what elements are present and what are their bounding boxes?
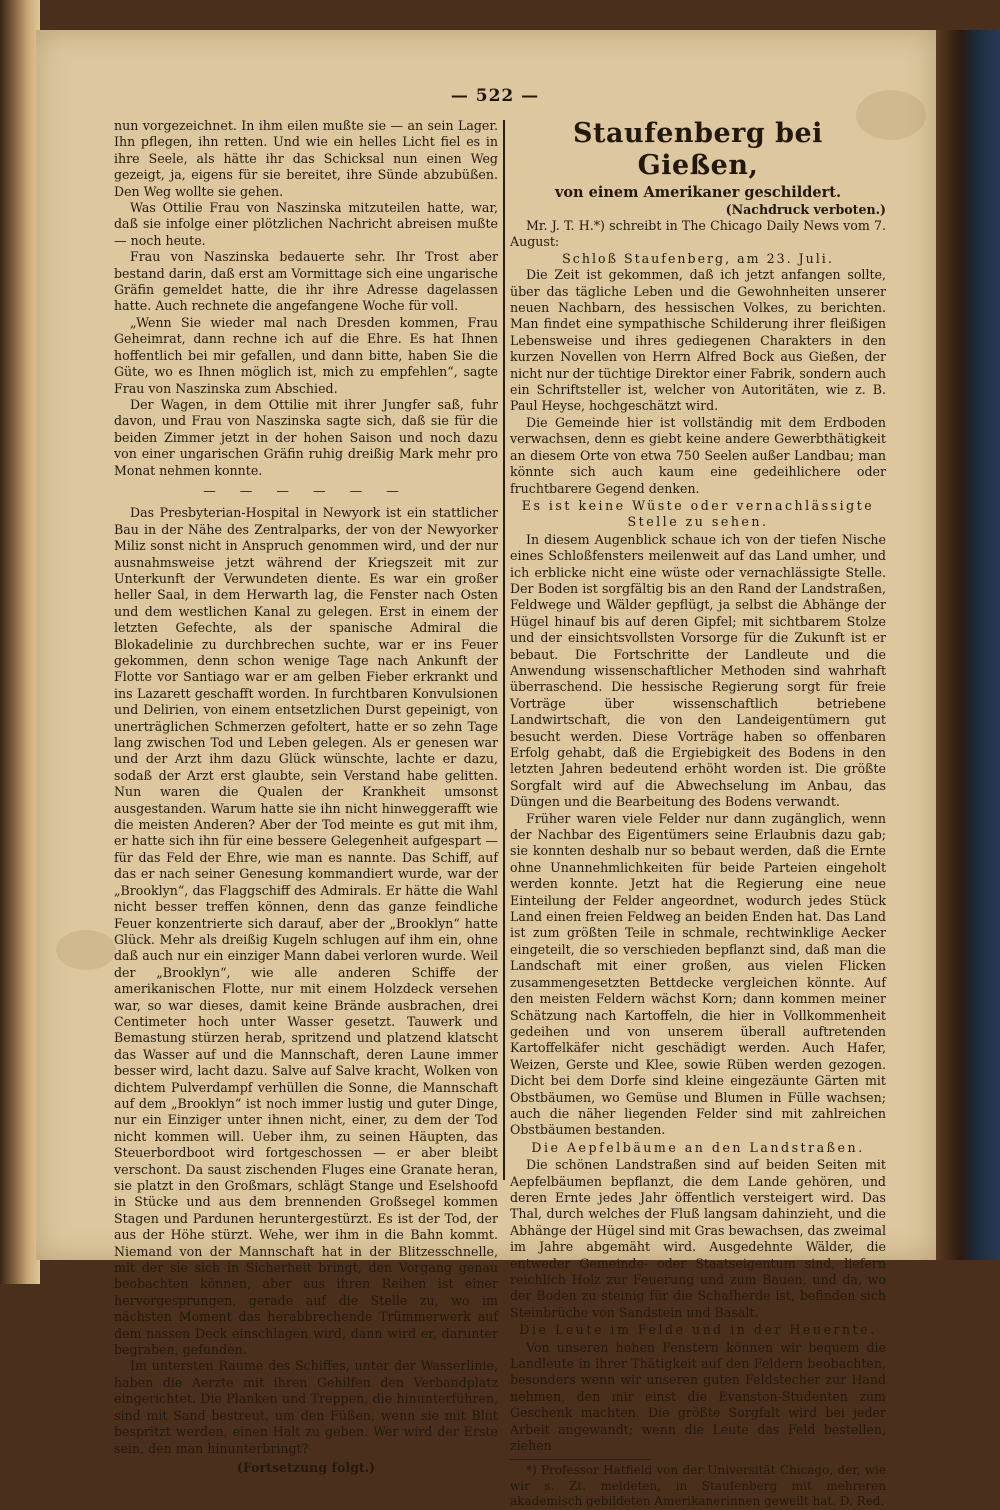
section-separator: — — — — — — — [203, 482, 409, 498]
article-headline: Staufenberg bei Gießen, — [573, 118, 823, 181]
book-binding-edge — [936, 30, 1000, 1260]
paragraph: Frau von Naszinska bedauerte sehr. Ihr Trost aber bestand darin, daß erst am Vormittage sich eine ungarische Gräfin gemeldet hatte, die ihr ihre Adresse dagelassen hatte. Auch rechnete die angefangene Woche für voll. — [114, 249, 498, 314]
section-subhead: Die Leute im Felde und in der Heuernte. — [519, 1322, 877, 1338]
section-subhead: Es ist keine Wüste oder vernachlässigte Stelle zu sehen. — [521, 497, 875, 530]
paragraph: Von unseren hohen Fenstern können wir bequem die Landleute in ihrer Thätigkeit auf den Feldern beobachten, besonders wenn wir unseren guten Feldstecher zur Hand nehmen, den mir einst die Evanston-Studenten zum Geschenk machten. Die größte Sorgfalt wird bei jeder Arbeit angewandt; wenn die Leute das Feld bestellen, ziehen — [510, 1339, 886, 1454]
footnote-divider — [510, 1459, 650, 1460]
article-intro: Mr. J. T. H.*) schreibt in The Chicago Daily News vom 7. August: — [510, 218, 886, 250]
footnote: *) Professor Hatfield von der Universität Chicago, der, wie wir s. Zt. meldeten, in Staufenberg mit mehreren akademisch gebildeten Amerikanerinnen geweilt hat. D. Red. — [510, 1463, 886, 1509]
paper-stain — [56, 930, 116, 970]
paragraph: Früher waren viele Felder nur dann zugänglich, wenn der Nachbar des Eigentümers seine Erlaubnis dazu gab; sie konnten deshalb nur so bebaut werden, daß die Ernte ohne Unannehmlichkeiten für beide Parteien eingeholt werden konnte. Jetzt hat die Regierung eine neue Einteilung der Felder angeordnet, wodurch jedes Stück Land einen freien Feldweg an beiden Enden hat. Das Land ist zum größten Teile in schmale, rechtwinklige Aecker eingeteilt, die so verschieden bepflanzt sind, daß man die Landschaft mit einer großen, aus vielen Flicken zusammengesetzten Bettdecke vergleichen könnte. Auf den meisten Feldern wächst Korn; dann kommen meiner Schätzung nach Kartoffeln, die hier in Vollkommenheit gedeihen und von unserem überall auftretenden Kartoffelkäfer nicht geschädigt werden. Auch Hafer, Weizen, Gerste und Klee, sowie Rüben werden gezogen. Dicht bei dem Dorfe sind kleine eingezäunte Gärten mit Obstbäumen, wo Gemüse und Blumen in Fülle wachsen; auch die näher liegenden Felder sind mit zahlreichen Obstbäumen bestanden. — [510, 810, 886, 1138]
paragraph: Im untersten Raume des Schiffes, unter der Wasserlinie, haben die Aerzte mit ihren Gehilfen den Verbandplatz eingerichtet. Die Planken und Treppen, die hinunterführen, sind mit Sand bestreut, um den Füßen, wenn sie mit Blut bespritzt werden, einen Halt zu geben. Wer wird der Erste sein, den man hinunterbringt? — [114, 1358, 498, 1456]
column-divider — [503, 120, 505, 1180]
paragraph: Die Gemeinde hier ist vollständig mit dem Erdboden verwachsen, denn es giebt keine andere Gewerbthätigkeit an diesem Orte von etwa 750 Seelen außer Landbau; man könnte sich auch kaum eine gedeihlichere oder fruchtbarere Gegend denken. — [510, 414, 886, 496]
reprint-note: (Nachdruck verboten.) — [725, 202, 886, 217]
paragraph: Was Ottilie Frau von Naszinska mitzuteilen hatte, war, daß sie infolge einer plötzlichen Nachricht abreisen mußte — noch heute. — [114, 200, 498, 248]
paragraph: In diesem Augenblick schaue ich von der tiefen Nische eines Schloßfensters meilenweit auf das Land umher, und ich erblicke nicht eine wüste oder vernachlässigte Stelle. Der Boden ist sorgfältig bis an den Rand der Landstraßen, Feldwege und Wälder gepflügt, ja selbst die Abhänge der Hügel hinauf bis auf deren Gipfel; mit sichtbarem Stolze und der einsichtsvollsten Vorsorge für die Zukunft ist er bebaut. Die Fortschritte der Landleute und die Anwendung wissenschaftlicher Methoden sind wahrhaft überraschend. Die hessische Regierung sorgt für freie Vorträge über wissenschaftlich betriebene Landwirtschaft, die von den Landeigentümern gut besucht werden. Diese Vorträge haben so offenbaren Erfolg gehabt, daß die Ergiebigkeit des Bodens in den letzten Jahren bedeutend erhöht worden ist. Die größte Sorgfalt wird auf die Abwechselung im Anbau, das Düngen und die Bearbeitung des Bodens verwandt. — [510, 531, 886, 810]
left-column — [114, 118, 498, 1476]
book-page-edge — [0, 0, 40, 1284]
dateline: Schloß Staufenberg, am 23. Juli. — [562, 250, 834, 266]
paragraph: „Wenn Sie wieder mal nach Dresden kommen, Frau Geheimrat, dann rechne ich auf die Ehre. Es hat Ihnen hoffentlich bei mir gefallen, und dann bitte, haben Sie die Güte, wo es Ihnen möglich ist, mich zu empfehlen“, sagte Frau von Naszinska zum Abschied. — [114, 314, 498, 396]
paragraph: nun vorgezeichnet. In ihm eilen mußte sie — an sein Lager. Ihn pflegen, ihn retten. Und wie ein helles Licht fiel es in ihre Seele, als hätte ihr das Schicksal nun einen Weg gezeigt, ja, eigens für sie bereitet, ihre Sünde abzubüßen. Den Weg wollte sie gehen. — [114, 118, 498, 199]
paragraph: Der Wagen, in dem Ottilie mit ihrer Jungfer saß, fuhr davon, und Frau von Naszinska sagte sich, daß sie für die beiden Zimmer jetzt in der hohen Saison und noch dazu von einer ungarischen Gräfin ruhig dreißig Mark mehr pro Monat nehmen konnte. — [114, 396, 498, 478]
paragraph: Die schönen Landstraßen sind auf beiden Seiten mit Aepfelbäumen bepflanzt, die dem Lande gehören, und deren Ernte jedes Jahr öffentlich versteigert wird. Das Thal, durch welches der Fluß langsam dahinzieht, und die Abhänge der Hügel sind mit Gras bewachsen, das zweimal im Jahre abgemäht wird. Ausgedehnte Wälder, die entweder Gemeinde- oder Staatseigentum sind, liefern reichlich Holz zur Feuerung und zum Bauen, und da, wo der Boden zu steinig für die Schafherde ist, befinden sich Steinbrüche von Sandstein und Basalt. — [510, 1157, 886, 1320]
right-column — [510, 118, 886, 1510]
paragraph: Das Presbyterian-Hospital in Newyork ist ein stattlicher Bau in der Nähe des Zentralparks, der von der Newyorker Miliz sonst nicht in Anspruch genommen wird, und der nur ausnahmsweise jetzt während der Kriegszeit mit zur Unterkunft der Verwundeten diente. Es war ein großer heller Saal, in dem Herwarth lag, die Fenster nach Osten und dem westlichen Kanal zu gelegen. Erst in einem der letzten Gefechte, als der spanische Admiral die Blokadelinie zu durchbrechen suchte, war er ins Feuer gekommen, denn schon wenige Tage nach Ankunft der Flotte vor Santiago war er am gelben Fieber erkrankt und ins Lazarett geschafft worden. In furchtbaren Konvulsionen und Delirien, von einem entsetzlichen Durst gepeinigt, von unerträglichen Schmerzen gefoltert, hatte er so zehn Tage lang zwischen Tod und Leben gelegen. Als er genesen war und der Arzt ihm dazu Glück wünschte, lachte er dazu, sodaß der Arzt erst glaubte, sein Verstand habe gelitten. Nun waren die Qualen der Krankheit umsonst ausgestanden. Warum hatte sie ihn nicht hinweggerafft wie die meisten Anderen? Aber der Tod meinte es gut mit ihm, er hatte sich ihn für eine bessere Gelegenheit aufgespart — für das Feld der Ehre, wie man es nannte. Das Schiff, auf das er nach seiner Genesung kommandiert wurde, war der „Brooklyn“, das Flaggschiff des Admirals. Er hätte die Wahl nicht besser treffen können, denn das ganze feindliche Feuer konzentrierte sich darauf, aber der „Brooklyn“ hatte Glück. Mehr als dreißig Kugeln schlugen auf ihm ein, ohne daß auch nur ein einziger Mann dabei verloren wurde. Weil der „Brooklyn“, wie alle anderen Schiffe der amerikanischen Flotte, nur mit einem Holzdeck versehen war, so war dieses, damit keine Brände ausbrachen, drei Centimeter hoch unter Wasser gesetzt. Tauwerk und Bemastung stürzen herab, spritzend und platzend klatscht das Wasser auf und die Mannschaft, deren Laune immer besser wird, lacht dazu. Salve auf Salve kracht, Wolken von dichtem Pulverdampf verhüllen die Sonne, die Mannschaft auf dem „Brooklyn“ ist noch immer lustig und guter Dinge, nur ein Einziger unter ihnen nicht, einer, zu dem der Tod nicht kommen will. Ueber ihm, zu seinen Häupten, das Steuerbordboot wird fortgeschossen — er aber bleibt verschont. Da saust zischenden Fluges eine Granate heran, sie platzt in den Großmars, schlägt Stange und Eselshoofd in Stücke und aus dem brennenden Großsegel kommen Stagen und Pardunen heruntergestürzt. Es ist der Tod, der aus der Höhe stürzt. Wehe, wer ihm in die Bahn kommt. Niemand von der Mannschaft hat in der Blitzesschnelle, mit der sie sich in Sicherheit bringt, den Vorgang genau beobachten können, aber aus ihren Reihen ist einer hervorgesprungen, gerade auf die Stelle zu, wo im nächsten Moment das herabbrechende Trümmerwerk auf dem nassen Deck einschlagen wird, dann wird er, darunter begraben, gefunden. — [114, 505, 498, 1358]
continued-note: (Fortsetzung folgt.) — [236, 1459, 376, 1475]
page-number: — 522 — — [450, 86, 540, 106]
section-subhead: Die Aepfelbäume an den Landstraßen. — [531, 1139, 865, 1155]
article-subheadline: von einem Amerikaner geschildert. — [554, 184, 842, 201]
paragraph: Die Zeit ist gekommen, daß ich jetzt anfangen sollte, über das tägliche Leben und die Gewohnheiten unserer neuen Nachbarn, des hessischen Volkes, zu berichten. Man findet eine sympathische Schilderung ihrer fleißigen Lebensweise und ihres gediegenen Charakters in den kurzen Novellen von Herrn Alfred Bock aus Gießen, der nicht nur der tüchtige Direktor einer Fabrik, sondern auch ein Schriftsteller ist, welcher von Autoritäten, wie z. B. Paul Heyse, hochgeschätzt wird. — [510, 267, 886, 414]
